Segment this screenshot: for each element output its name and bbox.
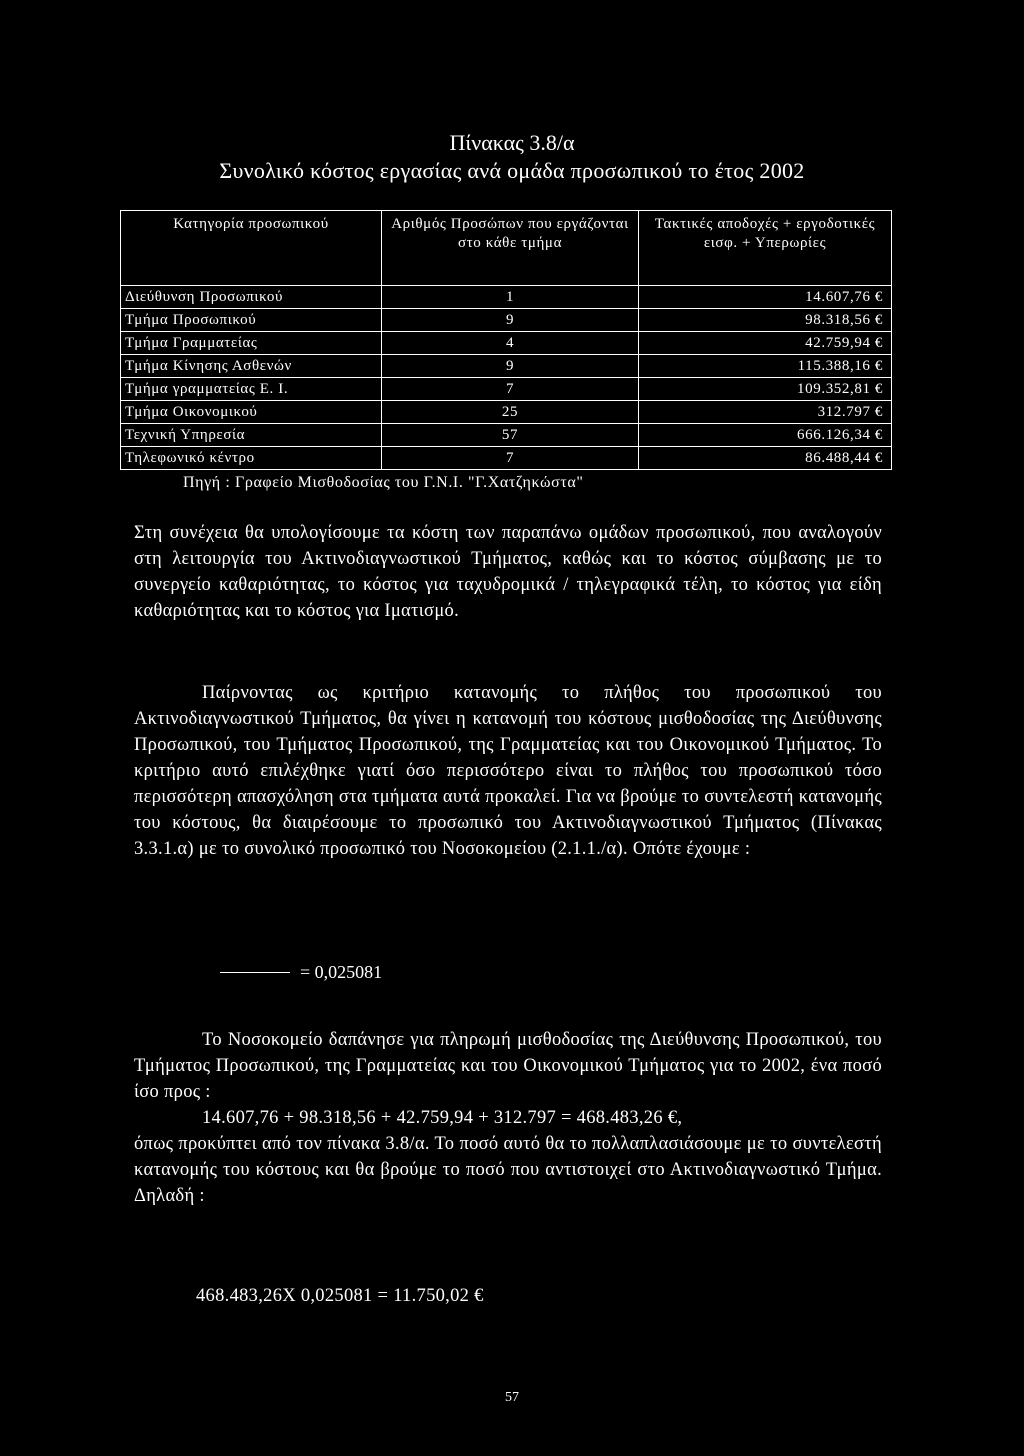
cell-cost: 98.318,56 € [639, 309, 892, 332]
formula-result: = 0,025081 [300, 962, 383, 982]
header-category: Κατηγορία προσωπικού [121, 211, 382, 286]
paragraph-payroll-total [134, 1027, 882, 1209]
cell-category: Τμήμα γραμματείας Ε. Ι. [121, 378, 382, 401]
table-row [121, 286, 892, 309]
cell-category: Τεχνική Υπηρεσία [121, 424, 382, 447]
table-row [121, 401, 892, 424]
cell-cost: 14.607,76 € [639, 286, 892, 309]
paragraph-payroll-continuation: όπως προκύπτει από τον πίνακα 3.8/α. Το ποσό αυτό θα το πολλαπλασιάσουμε με το συντελεστή κατανομής του κόστους και θα βρούμε το ποσό που αντιστοιχεί στο Ακτινοδιαγνωστικό Τμήμα. Δηλαδή : [134, 1134, 882, 1206]
cell-cost: 115.388,16 € [639, 355, 892, 378]
cell-cost: 312.797 € [639, 401, 892, 424]
cell-persons: 4 [382, 332, 639, 355]
cell-persons: 57 [382, 424, 639, 447]
table-row [121, 332, 892, 355]
fraction-bar [220, 972, 290, 973]
table-row [121, 447, 892, 470]
cell-persons: 7 [382, 447, 639, 470]
paragraph-payroll-text: Το Νοσοκομείο δαπάνησε για πληρωμή μισθοδοσίας της Διεύθυνσης Προσωπικού, του Τμήματος Προσωπικού, της Γραμματείας και του Οικονομικού Τμήματος για το 2002, ένα ποσό ίσο προς : [134, 1030, 882, 1102]
table-row [121, 378, 892, 401]
cell-persons: 25 [382, 401, 639, 424]
final-calculation: 468.483,26Χ 0,025081 = 11.750,02 € [196, 1286, 484, 1306]
table-header-row [121, 211, 892, 286]
table-row [121, 309, 892, 332]
cell-persons: 1 [382, 286, 639, 309]
cell-persons: 9 [382, 355, 639, 378]
cell-cost: 666.126,34 € [639, 424, 892, 447]
cell-category: Τμήμα Γραμματείας [121, 332, 382, 355]
table-title: Συνολικό κόστος εργασίας ανά ομάδα προσωπικού το έτος 2002 [219, 158, 805, 183]
cost-table [120, 210, 892, 470]
paragraph-allocation-criterion: Παίρνοντας ως κριτήριο κατανομής το πλήθος του προσωπικού του Ακτινοδιαγνωστικού Τμήματος, θα γίνει η κατανομή του κόστους μισθοδοσίας της Διεύθυνσης Προσωπικού, του Τμήματος Προσωπικού, της Γραμματείας και του Οικονομικού Τμήματος. Το κριτήριο αυτό επιλέχθηκε γιατί όσο περισσότερο είναι το πλήθος του προσωπικού τόσο περισσότερη απασχόληση στα τμήματα αυτά προκαλεί. Για να βρούμε το συντελεστή κατανομής του κόστους, θα διαιρέσουμε το προσωπικό του Ακτινοδιαγνωστικού Τμήματος (Πίνακας 3.3.1.α) με το συνολικό προσωπικό του Νοσοκομείου (2.1.1./α). Οπότε έχουμε : [134, 683, 882, 859]
cell-persons: 7 [382, 378, 639, 401]
allocation-formula [220, 962, 382, 983]
table-title-number: Πίνακας 3.8/α [449, 130, 575, 155]
header-pay: Τακτικές αποδοχές + εργοδοτικές εισφ. + Υπερωρίες [639, 211, 892, 286]
header-persons: Αριθμός Προσώπων που εργάζονται στο κάθε τμήμα [382, 211, 639, 286]
paragraph-intro: Στη συνέχεια θα υπολογίσουμε τα κόστη των παραπάνω ομάδων προσωπικού, που αναλογούν στη λειτουργία του Ακτινοδιαγνωστικού Τμήματος, καθώς και το κόστος σύμβασης με το συνεργείο καθαριότητας, το κόστος για ταχυδρομικά / τηλεγραφικά τέλη, το κόστος για είδη καθαριότητας και το κόστος για Ιματισμό. [134, 523, 882, 621]
table-source-note: Πηγή : Γραφείο Μισθοδοσίας του Γ.Ν.Ι. "Γ.Χατζηκώστα" [183, 474, 584, 491]
cell-cost: 86.488,44 € [639, 447, 892, 470]
cell-category: Τμήμα Οικονομικού [121, 401, 382, 424]
cell-cost: 109.352,81 € [639, 378, 892, 401]
payroll-sum-equation: 14.607,76 + 98.318,56 + 42.759,94 + 312.797 = 468.483,26 €, [202, 1108, 683, 1128]
cell-category: Τηλεφωνικό κέντρο [121, 447, 382, 470]
cell-category: Διεύθυνση Προσωπικού [121, 286, 382, 309]
page-number: 57 [505, 1390, 519, 1405]
table-row [121, 355, 892, 378]
cell-cost: 42.759,94 € [639, 332, 892, 355]
table-row [121, 424, 892, 447]
cell-persons: 9 [382, 309, 639, 332]
cell-category: Τμήμα Προσωπικού [121, 309, 382, 332]
cell-category: Τμήμα Κίνησης Ασθενών [121, 355, 382, 378]
